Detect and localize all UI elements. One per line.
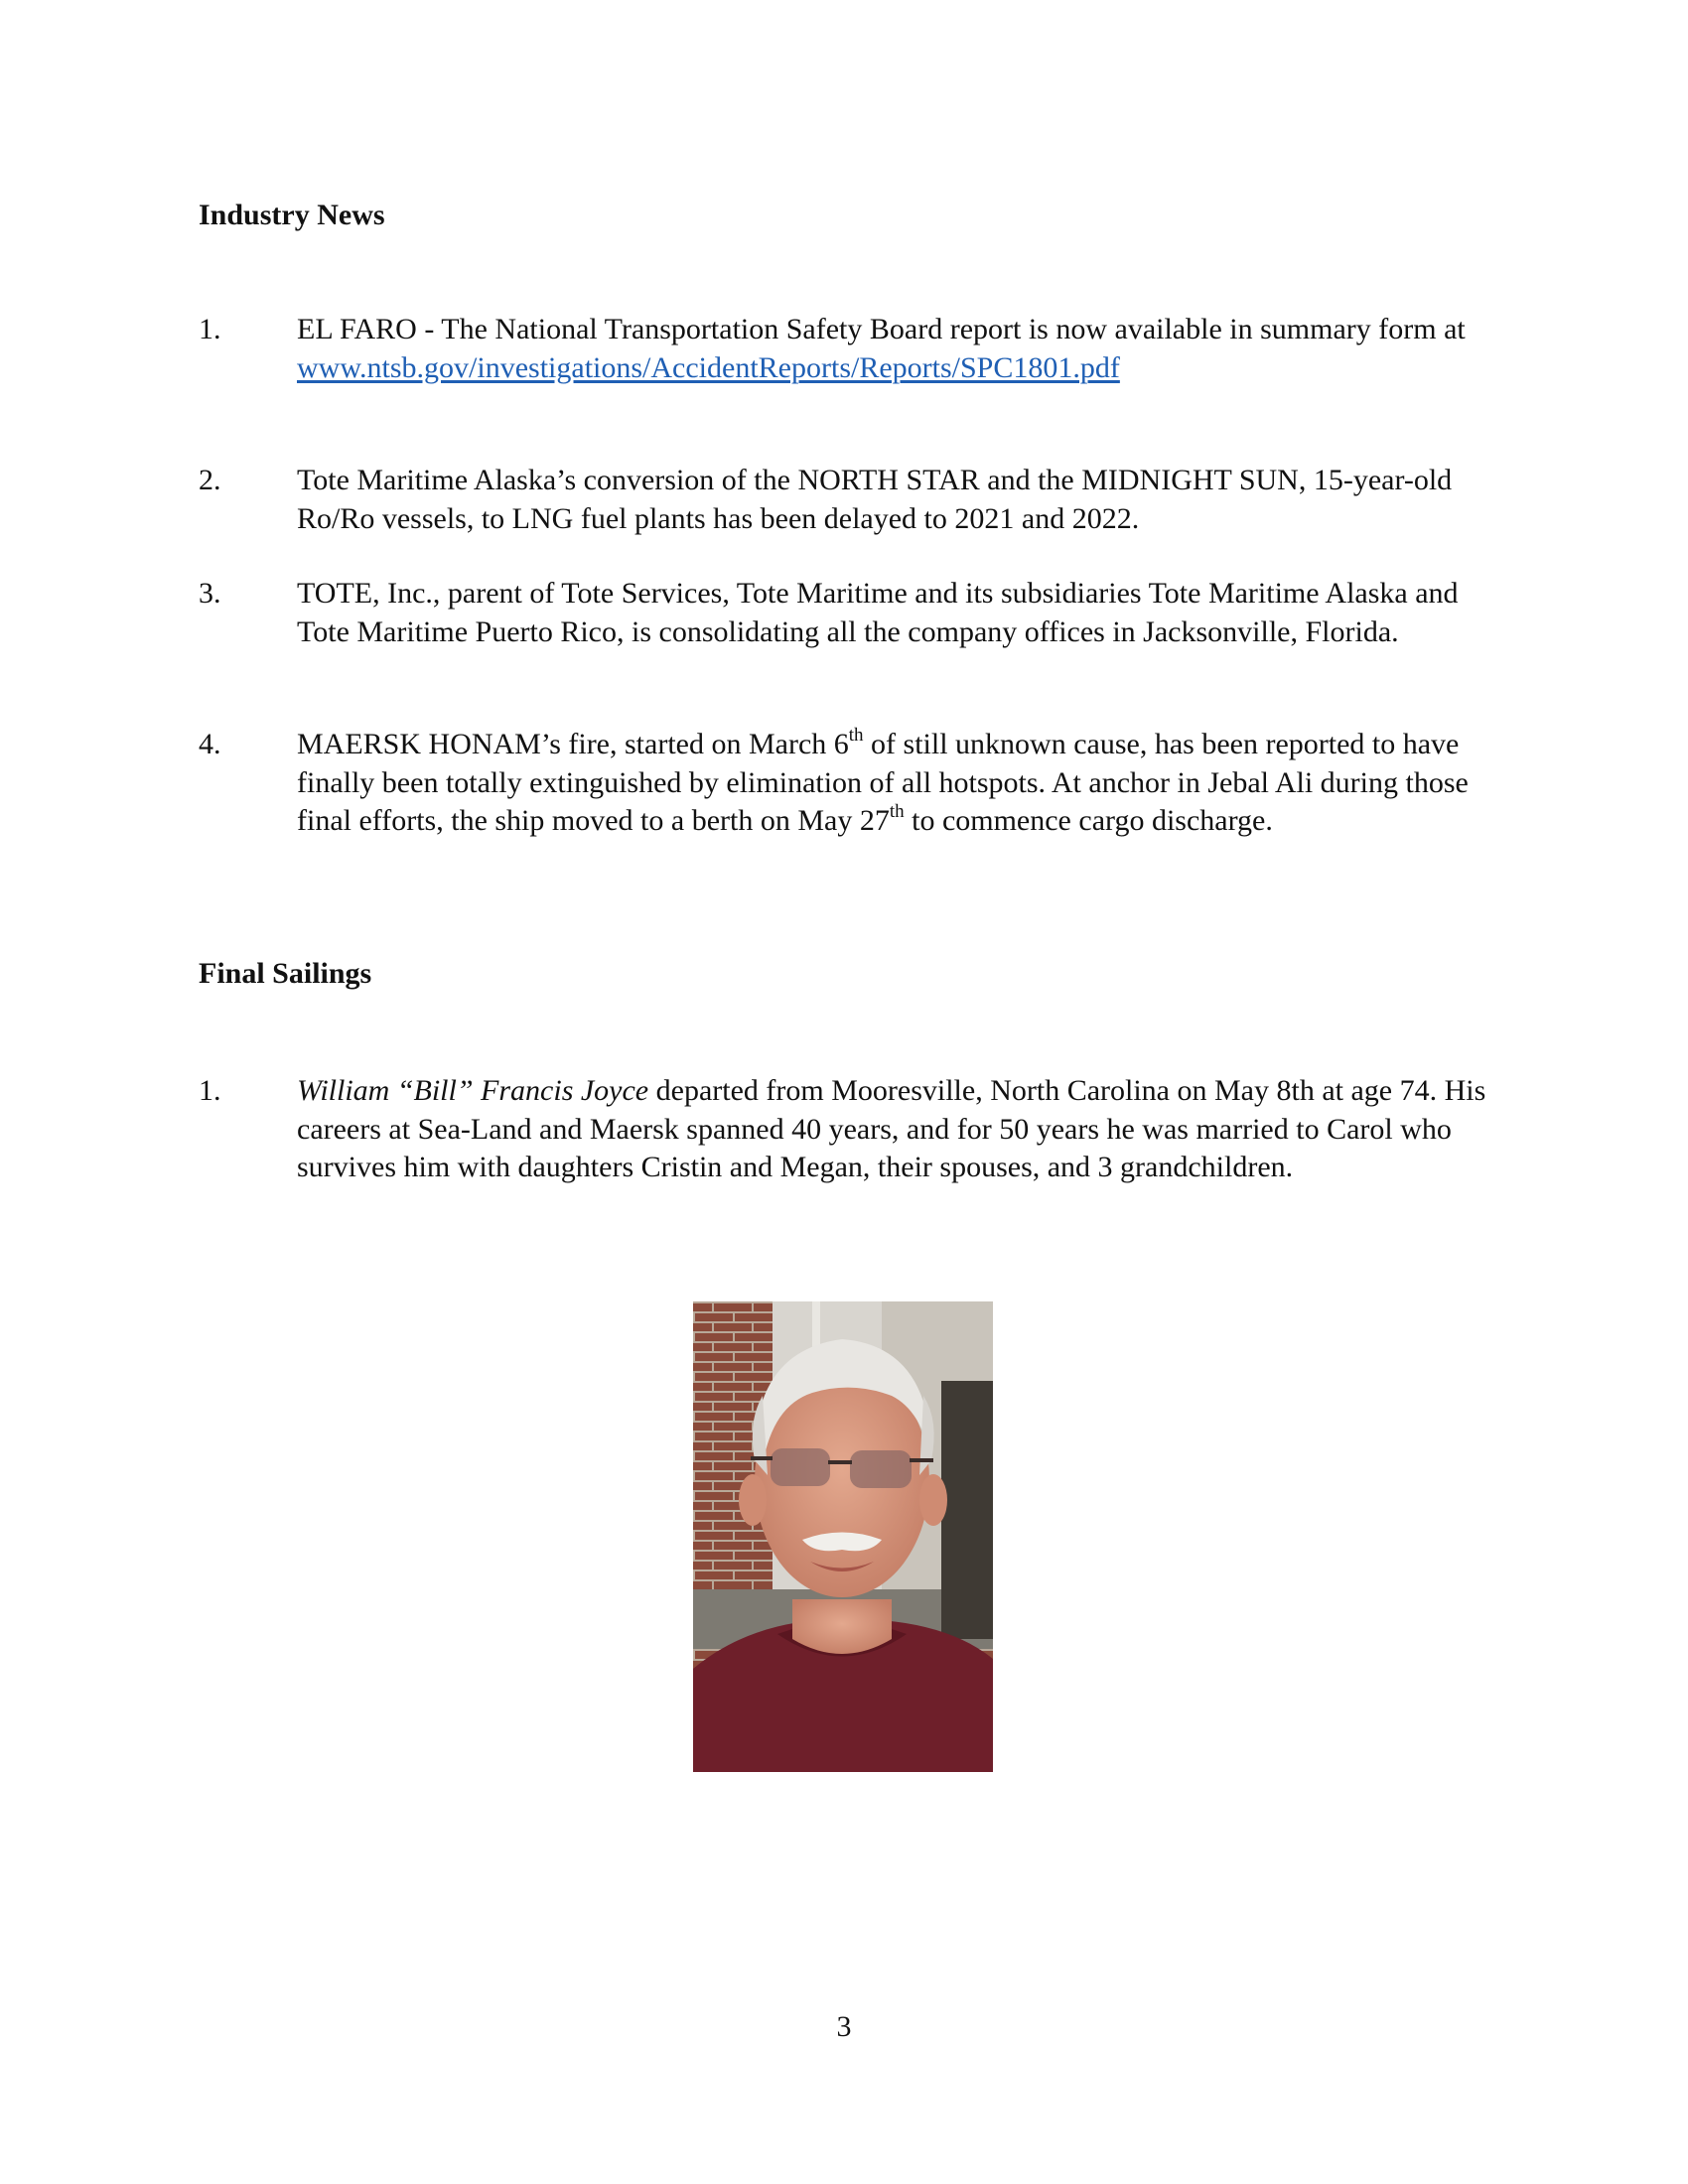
- news-item-body: EL FARO - The National Transportation Safety Board report is now available in summary form at: [297, 313, 1466, 345]
- ntsb-report-link[interactable]: www.ntsb.gov/investigations/AccidentReports/Reports/SPC1801.pdf: [297, 350, 1120, 384]
- news-item-2: [199, 462, 1509, 538]
- ordinal-suffix: th: [889, 801, 905, 822]
- list-number: 1.: [199, 1074, 221, 1107]
- news-item-1: [199, 311, 1509, 387]
- obituary-body: departed from Mooresville, North Carolina on May 8th at age 74. His careers at Sea-Land and Maersk spanned 40 years, and for 50 years he was married to Carol who survives him with daughters Cristin and Megan, their spouses, and 3 grandchildren.: [297, 1074, 1486, 1183]
- news-item-4: [199, 726, 1509, 841]
- news-item-3: [199, 575, 1509, 651]
- list-number: 3.: [199, 577, 221, 610]
- news-item-text: [297, 311, 1508, 387]
- final-sailing-text: [297, 1072, 1508, 1187]
- news-item-text: TOTE, Inc., parent of Tote Services, Tote Maritime and its subsidiaries Tote Maritime Alaska and Tote Maritime Puerto Rico, is consolidating all the company offices in Jacksonville, Florida.: [297, 577, 1459, 648]
- page-number: 3: [836, 2010, 852, 2043]
- list-number: 4.: [199, 728, 221, 760]
- list-number: 2.: [199, 464, 221, 496]
- news-item-text: [297, 726, 1508, 841]
- news-item-body: of still unknown cause, has been reported to have finally been totally extinguished by elimination of all hotspots. At anchor in Jebal Ali during those final efforts, the ship moved to a berth on May 27: [297, 728, 1469, 837]
- news-item-text: Tote Maritime Alaska’s conversion of the NORTH STAR and the MIDNIGHT SUN, 15-year-old Ro/Ro vessels, to LNG fuel plants has been delayed to 2021 and 2022.: [297, 464, 1453, 535]
- portrait-photo: [693, 1301, 993, 1772]
- industry-news-heading: Industry News: [199, 199, 385, 231]
- final-sailing-item-1: [199, 1072, 1509, 1187]
- list-number: 1.: [199, 313, 221, 345]
- news-item-body: MAERSK HONAM’s fire, started on March 6: [297, 728, 849, 760]
- news-item-body: to commence cargo discharge.: [904, 804, 1273, 837]
- ordinal-suffix: th: [848, 725, 864, 746]
- final-sailings-heading: Final Sailings: [199, 957, 372, 990]
- deceased-name: William “Bill” Francis Joyce: [297, 1074, 649, 1107]
